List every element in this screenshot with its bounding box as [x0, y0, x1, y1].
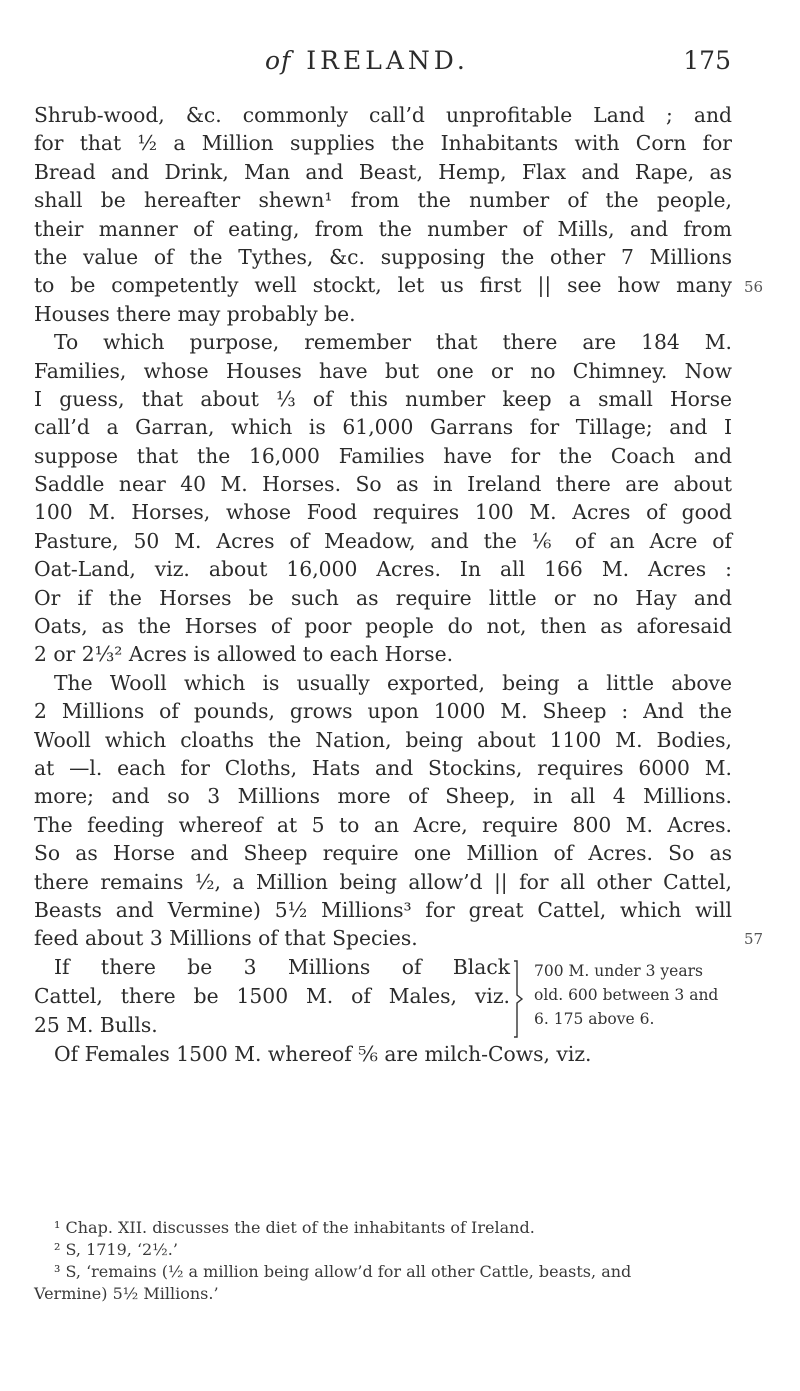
note-line: old. 600 between 3 and — [534, 985, 719, 1004]
text-line: Beasts and Vermine) 5½ Millions³ for great Cattel, which will — [34, 897, 732, 922]
brace-icon — [512, 959, 524, 1039]
text-line: I guess, that about ⅓ of this number keep a small Horse — [34, 386, 732, 411]
page-number: 175 — [683, 46, 731, 75]
text-line: Wooll which cloaths the Nation, being about 1100 M. Bodies, — [34, 727, 732, 752]
text-line: The feeding whereof at 5 to an Acre, require 800 M. Acres. — [34, 812, 732, 837]
text-line: Saddle near 40 M. Horses. So as in Ireland there are about — [34, 472, 732, 497]
footnotes — [34, 1217, 732, 1305]
text-line: To which purpose, remember that there are 184 M. — [54, 330, 732, 355]
text-line: call’d a Garran, which is 61,000 Garrans for Tillage; and I — [34, 415, 732, 440]
text-line: feed about 3 Millions of that Species. — [34, 926, 418, 951]
note-line: 700 M. under 3 years — [534, 961, 703, 980]
text-line: their manner of eating, from the number of Mills, and from — [34, 216, 732, 241]
running-head — [265, 46, 565, 75]
margin-number-56: 56 — [744, 278, 764, 296]
running-head-title: IRELAND. — [306, 46, 469, 75]
running-head-of: of — [265, 46, 292, 75]
text-line: Oats, as the Horses of poor people do not, then as aforesaid — [34, 614, 732, 639]
text-line: to be competently well stockt, let us first || see how many — [34, 273, 732, 298]
footnote: ¹ Chap. XII. discusses the diet of the inhabitants of Ireland. — [54, 1218, 535, 1237]
text-line: more; and so 3 Millions more of Sheep, in all 4 Millions. — [34, 784, 732, 809]
text-line: 2 Millions of pounds, grows upon 1000 M. Sheep : And the — [34, 699, 732, 724]
text-line: for that ½ a Million supplies the Inhabitants with Corn for — [34, 131, 732, 156]
footnote-continuation: Vermine) 5½ Millions.’ — [34, 1284, 219, 1303]
text-line: Houses there may probably be. — [34, 301, 356, 326]
text-line: Or if the Horses be such as require little or no Hay and — [34, 585, 732, 610]
text-line: 100 M. Horses, whose Food requires 100 M. Acres of good — [34, 500, 732, 525]
text-line: suppose that the 16,000 Families have for the Coach and — [34, 443, 732, 468]
text-line: shall be hereafter shewn¹ from the number of the people, — [34, 188, 732, 213]
margin-number-57: 57 — [744, 930, 764, 948]
text-line: Families, whose Houses have but one or no Chimney. Now — [34, 358, 732, 383]
note-line: 6. 175 above 6. — [534, 1009, 655, 1028]
cattle-side-note — [534, 959, 734, 1031]
cattle-text — [34, 953, 510, 1040]
text-line: the value of the Tythes, &c. supposing the other 7 Millions — [34, 244, 732, 269]
text-line: Cattel, there be 1500 M. of Males, viz. — [34, 983, 510, 1008]
text-line: Of Females 1500 M. whereof ⅚ are milch-Cows, viz. — [54, 1041, 592, 1066]
text-line: at —l. each for Cloths, Hats and Stockins, requires 6000 M. — [34, 755, 732, 780]
footnote: ³ S, ‘remains (½ a million being allow’d for all other Cattle, beasts, and — [54, 1262, 632, 1281]
footnote: ² S, 1719, ‘2½.’ — [54, 1240, 178, 1259]
body-text — [34, 101, 732, 1068]
text-line: 25 M. Bulls. — [34, 1012, 158, 1037]
text-line: The Wooll which is usually exported, being a little above — [54, 670, 732, 695]
text-line: So as Horse and Sheep require one Million of Acres. So as — [34, 841, 732, 866]
text-line: Bread and Drink, Man and Beast, Hemp, Flax and Rape, as — [34, 159, 732, 184]
text-line: there remains ½, a Million being allow’d || for all other Cattel, — [34, 869, 732, 894]
text-line: Oat-Land, viz. about 16,000 Acres. In all 166 M. Acres : — [34, 557, 732, 582]
text-line: Pasture, 50 M. Acres of Meadow, and the ⅙ of an Acre of — [34, 528, 732, 553]
cattle-block — [34, 953, 732, 1040]
text-line: If there be 3 Millions of Black — [54, 954, 510, 979]
text-line: 2 or 2⅓² Acres is allowed to each Horse. — [34, 642, 454, 667]
text-line: Shrub-wood, &c. commonly call’d unprofitable Land ; and — [34, 103, 732, 127]
